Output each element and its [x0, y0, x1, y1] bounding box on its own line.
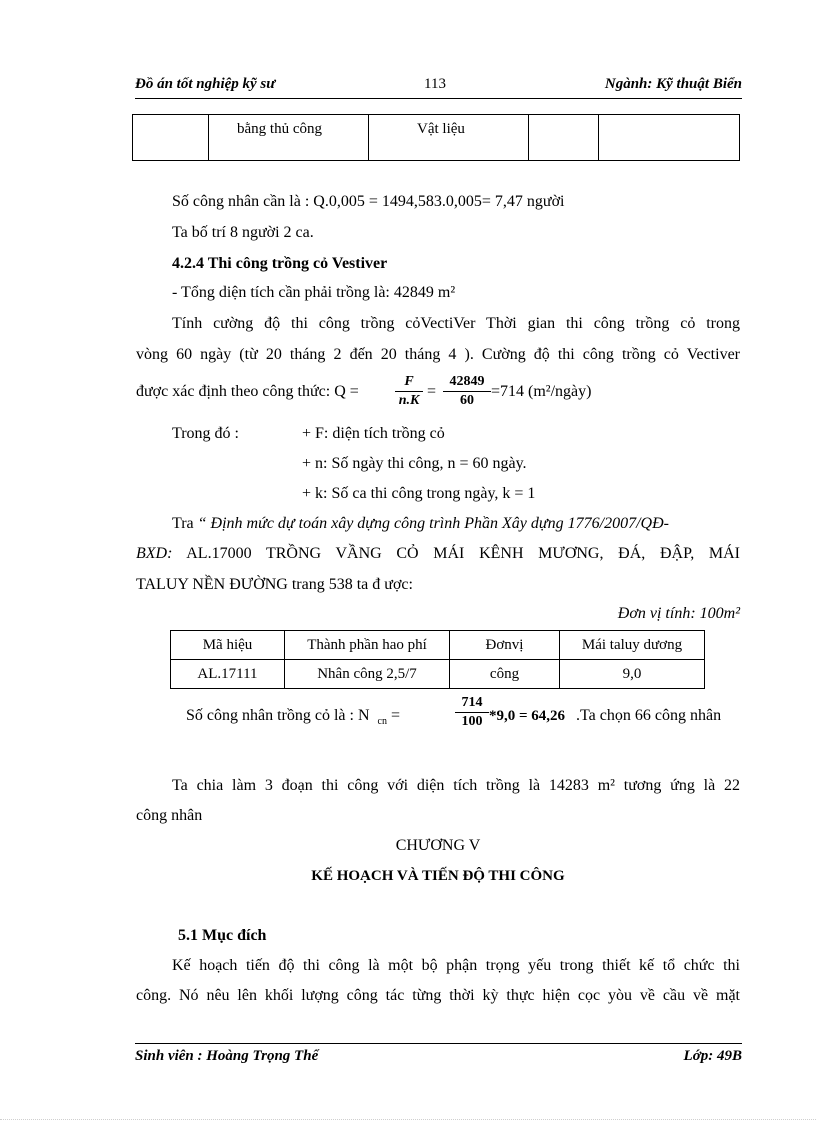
reference-line-2: BXD: AL.17000 TRỒNG VẦNG CỎ MÁI KÊNH MƯƠNG, ĐÁ, ĐẬP, MÁI	[136, 545, 740, 562]
where-label: Trong đó :	[172, 425, 239, 442]
norm-table-header: Thành phần hao phí	[285, 631, 450, 660]
norm-table-cell: AL.17111	[171, 660, 285, 689]
calc-prefix: Số công nhân trồng cỏ là : N $_{cn}$ =	[186, 707, 401, 727]
header-title: Đồ án tốt nghiệp kỹ sư	[135, 76, 276, 92]
footer-student: Sinh viên : Hoàng Trọng Thể	[135, 1048, 319, 1064]
reference-line-3: TALUY NỀN ĐƯỜNG trang 538 ta đ ược:	[136, 576, 413, 593]
norm-table-cell: công	[450, 660, 560, 689]
top-table-cell	[529, 115, 599, 161]
calc-result: *9,0 = 64,26	[489, 708, 566, 724]
footer-class: Lớp: 49B	[683, 1048, 742, 1064]
where-n: + n: Số ngày thi công, n = 60 ngày.	[302, 455, 527, 472]
norm-table-cell: 9,0	[560, 660, 705, 689]
top-table-cell: bằng thủ công	[209, 115, 369, 161]
norm-table-header: Đơnvị	[450, 631, 560, 660]
section-5-1-line-2: công. Nó nêu lên khối lượng công tác từng thời kỳ thực hiện cọc yòu về cầu về mặt	[136, 987, 740, 1004]
where-k: + k: Số ca thi công trong ngày, k = 1	[302, 485, 536, 502]
top-table-cell	[599, 115, 740, 161]
formula-equals: =	[427, 383, 437, 400]
formula-result: =714 (m²/ngày)	[491, 383, 592, 400]
section-4-2-4-heading: 4.2.4 Thi công trồng cỏ Vestiver	[172, 255, 388, 272]
footer-rule	[135, 1043, 742, 1044]
norm-table-header: Mã hiệu	[171, 631, 285, 660]
section-5-1-heading: 5.1 Mục đích	[178, 927, 267, 944]
header-major: Ngành: Kỹ thuật Biển	[604, 76, 742, 92]
unit-note: Đơn vị tính: 100m²	[617, 605, 740, 622]
header-rule	[135, 98, 742, 99]
split-line-1: Ta chia làm 3 đoạn thi công với diện tích trồng là 14283 m² tương ứng là 22	[172, 777, 740, 794]
formula-fraction-F: $\frac{F}{n.K}$	[395, 374, 423, 409]
calc-fraction: $\frac{714}{100}$	[455, 695, 489, 730]
top-table-cell: Vật liệu	[369, 115, 529, 161]
norm-table-header: Mái taluy dương	[560, 631, 705, 660]
norm-table	[170, 630, 705, 689]
arrange-text: Ta bố trí 8 người 2 ca.	[172, 224, 314, 241]
workers-needed: Số công nhân cần là : Q.0,005 = 1494,583.0,005= 7,47 người	[172, 193, 565, 210]
page-number: 113	[424, 76, 446, 92]
chapter-number: CHƯƠNG V	[395, 837, 481, 854]
page-edge	[0, 1119, 816, 1120]
top-table-cell	[133, 115, 209, 161]
section-5-1-line-1: Kế hoạch tiến độ thi công là một bộ phận trọng yếu trong thiết kế tổ chức thi	[172, 957, 740, 974]
chapter-title: KẾ HOẠCH VÀ TIẾN ĐỘ THI CÔNG	[311, 868, 565, 884]
split-line-2: công nhân	[136, 807, 203, 824]
where-F: + F: diện tích trồng cỏ	[302, 425, 445, 442]
intensity-line-1: Tính cường độ thi công trồng cỏVectiVer Thời gian thi công trồng cỏ trong	[172, 315, 740, 332]
formula-prefix: được xác định theo công thức: Q =	[136, 383, 359, 400]
formula-fraction-value: $\frac{42849}{60}$	[443, 374, 491, 409]
intensity-line-2: vòng 60 ngày (từ 20 tháng 2 đến 20 tháng 4 ). Cường độ thi công trồng cỏ Vectiver	[136, 346, 740, 363]
calc-suffix: .Ta chọn 66 công nhân	[576, 707, 722, 724]
reference-line-1: Tra “ Định mức dự toán xây dựng công trình Phần Xây dựng 1776/2007/QĐ-	[172, 515, 669, 532]
top-table	[132, 114, 740, 161]
norm-table-cell: Nhân công 2,5/7	[285, 660, 450, 689]
total-area: - Tổng diện tích cần phải trồng là: 42849 m²	[172, 284, 456, 301]
